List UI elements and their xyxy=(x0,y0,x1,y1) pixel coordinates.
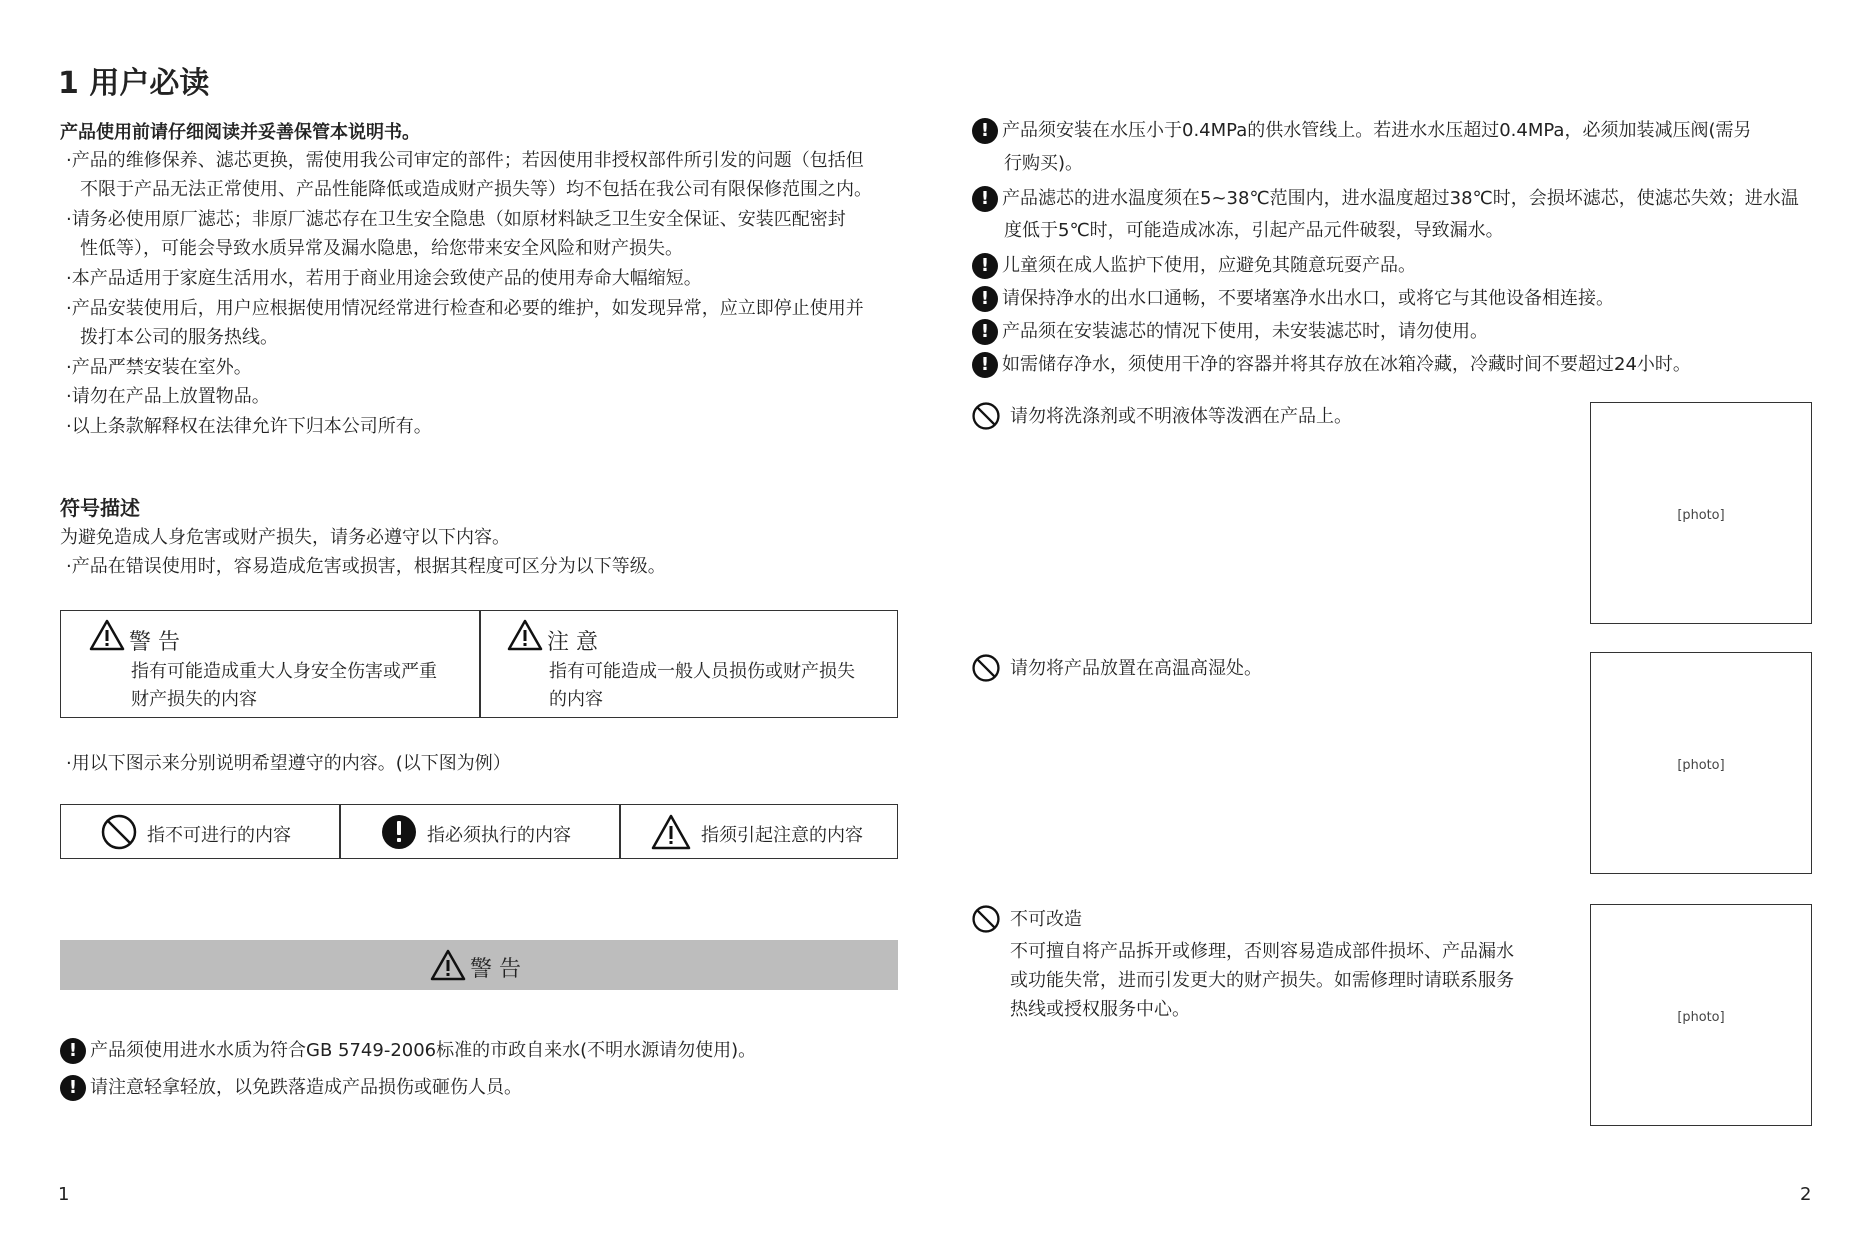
illustration-liquid-spill xyxy=(1590,402,1812,624)
legend-prohibit xyxy=(61,805,339,858)
caution-triangle-icon xyxy=(507,619,543,651)
icon-legend-table xyxy=(60,804,898,859)
mandatory-icon: ! xyxy=(972,352,998,378)
svg-text:[photo]: [photo] xyxy=(1677,507,1725,523)
mandatory-icon: ! xyxy=(972,319,998,345)
page-number: 2 xyxy=(1800,1184,1812,1205)
mandatory-icon: ! xyxy=(60,1038,86,1064)
bullet-line: 性低等），可能会导致水质异常及漏水隐患，给您带来安全风险和财产损失。 xyxy=(80,238,683,259)
mandatory-item: ! 如需储存净水，须使用干净的容器并将其存放在冰箱冷藏，冷藏时间不要超过24小时。 xyxy=(972,352,1691,378)
page-number: 1 xyxy=(58,1184,70,1205)
mandatory-icon: ! xyxy=(60,1075,86,1101)
legend-mandatory xyxy=(341,805,619,858)
svg-text:[photo]: [photo] xyxy=(1677,757,1725,773)
mandatory-item: ! 产品滤芯的进水温度须在5~38℃范围内，进水温度超过38℃时，会损坏滤芯，使滤芯失效；进水温 xyxy=(972,186,1799,212)
mandatory-item-cont: 度低于5℃时，可能造成冰冻，引起产品元件破裂，导致漏水。 xyxy=(1004,220,1504,241)
bullet-line: ·请勿在产品上放置物品。 xyxy=(66,386,270,407)
mandatory-icon: ! xyxy=(972,286,998,312)
illustration-image xyxy=(1591,403,1811,623)
warning-title: 警 告 xyxy=(129,630,180,655)
icons-intro: ·用以下图示来分别说明希望遵守的内容。(以下图为例） xyxy=(66,753,511,774)
bullet-line: ·请务必使用原厂滤芯；非原厂滤芯存在卫生安全隐患（如原材料缺乏卫生安全保证、安装匹配密封 xyxy=(66,209,846,230)
illustration-image xyxy=(1591,653,1811,873)
legend-caution xyxy=(621,805,897,858)
prohibit-icon xyxy=(972,905,1000,933)
intro-statement: 产品使用前请仔细阅读并妥善保管本说明书。 xyxy=(60,122,420,143)
caution-desc: 指有可能造成一般人员损伤或财产损失 xyxy=(549,661,855,682)
mandatory-item: ! 请保持净水的出水口通畅，不要堵塞净水出水口，或将它与其他设备相连接。 xyxy=(972,286,1614,312)
prohibit-item-line: 或功能失常，进而引发更大的财产损失。如需修理时请联系服务 xyxy=(1010,970,1514,991)
bullet-line: ·产品安装使用后，用户应根据使用情况经常进行检查和必要的维护，如发现异常，应立即停止使用并 xyxy=(66,298,864,319)
symbols-title: 符号描述 xyxy=(60,496,140,520)
caution-level-cell xyxy=(481,611,897,717)
caution-desc: 的内容 xyxy=(549,689,603,710)
hazard-level-table xyxy=(60,610,898,718)
warning-desc: 财产损失的内容 xyxy=(131,689,257,710)
mandatory-item: ! 儿童须在成人监护下使用，应避免其随意玩耍产品。 xyxy=(972,253,1416,279)
legend-prohibit-label: 指不可进行的内容 xyxy=(147,825,291,846)
bullet-line: 不限于产品无法正常使用、产品性能降低或造成财产损失等）均不包括在我公司有限保修范围之内。 xyxy=(80,179,872,200)
mandatory-icon: ! xyxy=(972,118,998,144)
prohibit-item-title: 请勿将产品放置在高温高湿处。 xyxy=(1010,658,1262,679)
illustration-no-modify xyxy=(1590,904,1812,1126)
caution-title: 注 意 xyxy=(547,630,598,655)
mandatory-item: ! 产品须安装在水压小于0.4MPa的供水管线上。若进水水压超过0.4MPa，必须加装减压阀(需另 xyxy=(972,118,1751,144)
warning-level-cell xyxy=(61,611,479,717)
caution-triangle-icon xyxy=(651,814,691,850)
section-title: 1 用户必读 xyxy=(58,66,210,101)
prohibit-icon xyxy=(101,814,137,850)
prohibit-icon xyxy=(972,654,1000,682)
symbols-intro: 为避免造成人身危害或财产损失，请务必遵守以下内容。 xyxy=(60,527,510,548)
illustration-heat-humidity xyxy=(1590,652,1812,874)
warning-banner xyxy=(60,940,898,990)
bullet-line: ·产品严禁安装在室外。 xyxy=(66,357,252,378)
prohibit-item-title: 请勿将洗涤剂或不明液体等泼洒在产品上。 xyxy=(1010,406,1352,427)
legend-mandatory-label: 指必须执行的内容 xyxy=(427,825,571,846)
mandatory-item-cont: 行购买)。 xyxy=(1004,153,1084,174)
bullet-line: ·本产品适用于家庭生活用水，若用于商业用途会致使产品的使用寿命大幅缩短。 xyxy=(66,268,702,289)
prohibit-item-line: 热线或授权服务中心。 xyxy=(1010,999,1190,1020)
legend-caution-label: 指须引起注意的内容 xyxy=(701,825,863,846)
illustration-image xyxy=(1591,905,1811,1125)
warning-banner-title: 警 告 xyxy=(470,957,521,982)
symbols-bullet: ·产品在错误使用时，容易造成危害或损害，根据其程度可区分为以下等级。 xyxy=(66,556,666,577)
warning-desc: 指有可能造成重大人身安全伤害或严重 xyxy=(131,661,437,682)
mandatory-icon: ! xyxy=(972,253,998,279)
warning-triangle-icon xyxy=(89,619,125,651)
mandatory-item: ! 请注意轻拿轻放，以免跌落造成产品损伤或砸伤人员。 xyxy=(60,1075,522,1101)
bullet-line: 拨打本公司的服务热线。 xyxy=(80,327,278,348)
bullet-line: ·以上条款解释权在法律允许下归本公司所有。 xyxy=(66,416,432,437)
bullet-line: ·产品的维修保养、滤芯更换，需使用我公司审定的部件；若因使用非授权部件所引发的问题（包括但 xyxy=(66,150,864,171)
mandatory-icon xyxy=(381,814,417,850)
prohibit-item-line: 不可擅自将产品拆开或修理，否则容易造成部件损坏、产品漏水 xyxy=(1010,941,1514,962)
prohibit-item-title: 不可改造 xyxy=(1010,909,1082,930)
warning-triangle-icon xyxy=(430,949,466,981)
mandatory-item: ! 产品须使用进水水质为符合GB 5749-2006标准的市政自来水(不明水源请勿使用)。 xyxy=(60,1038,756,1064)
prohibit-icon xyxy=(972,402,1000,430)
mandatory-item: ! 产品须在安装滤芯的情况下使用，未安装滤芯时，请勿使用。 xyxy=(972,319,1488,345)
svg-text:[photo]: [photo] xyxy=(1677,1009,1725,1025)
mandatory-icon: ! xyxy=(972,186,998,212)
